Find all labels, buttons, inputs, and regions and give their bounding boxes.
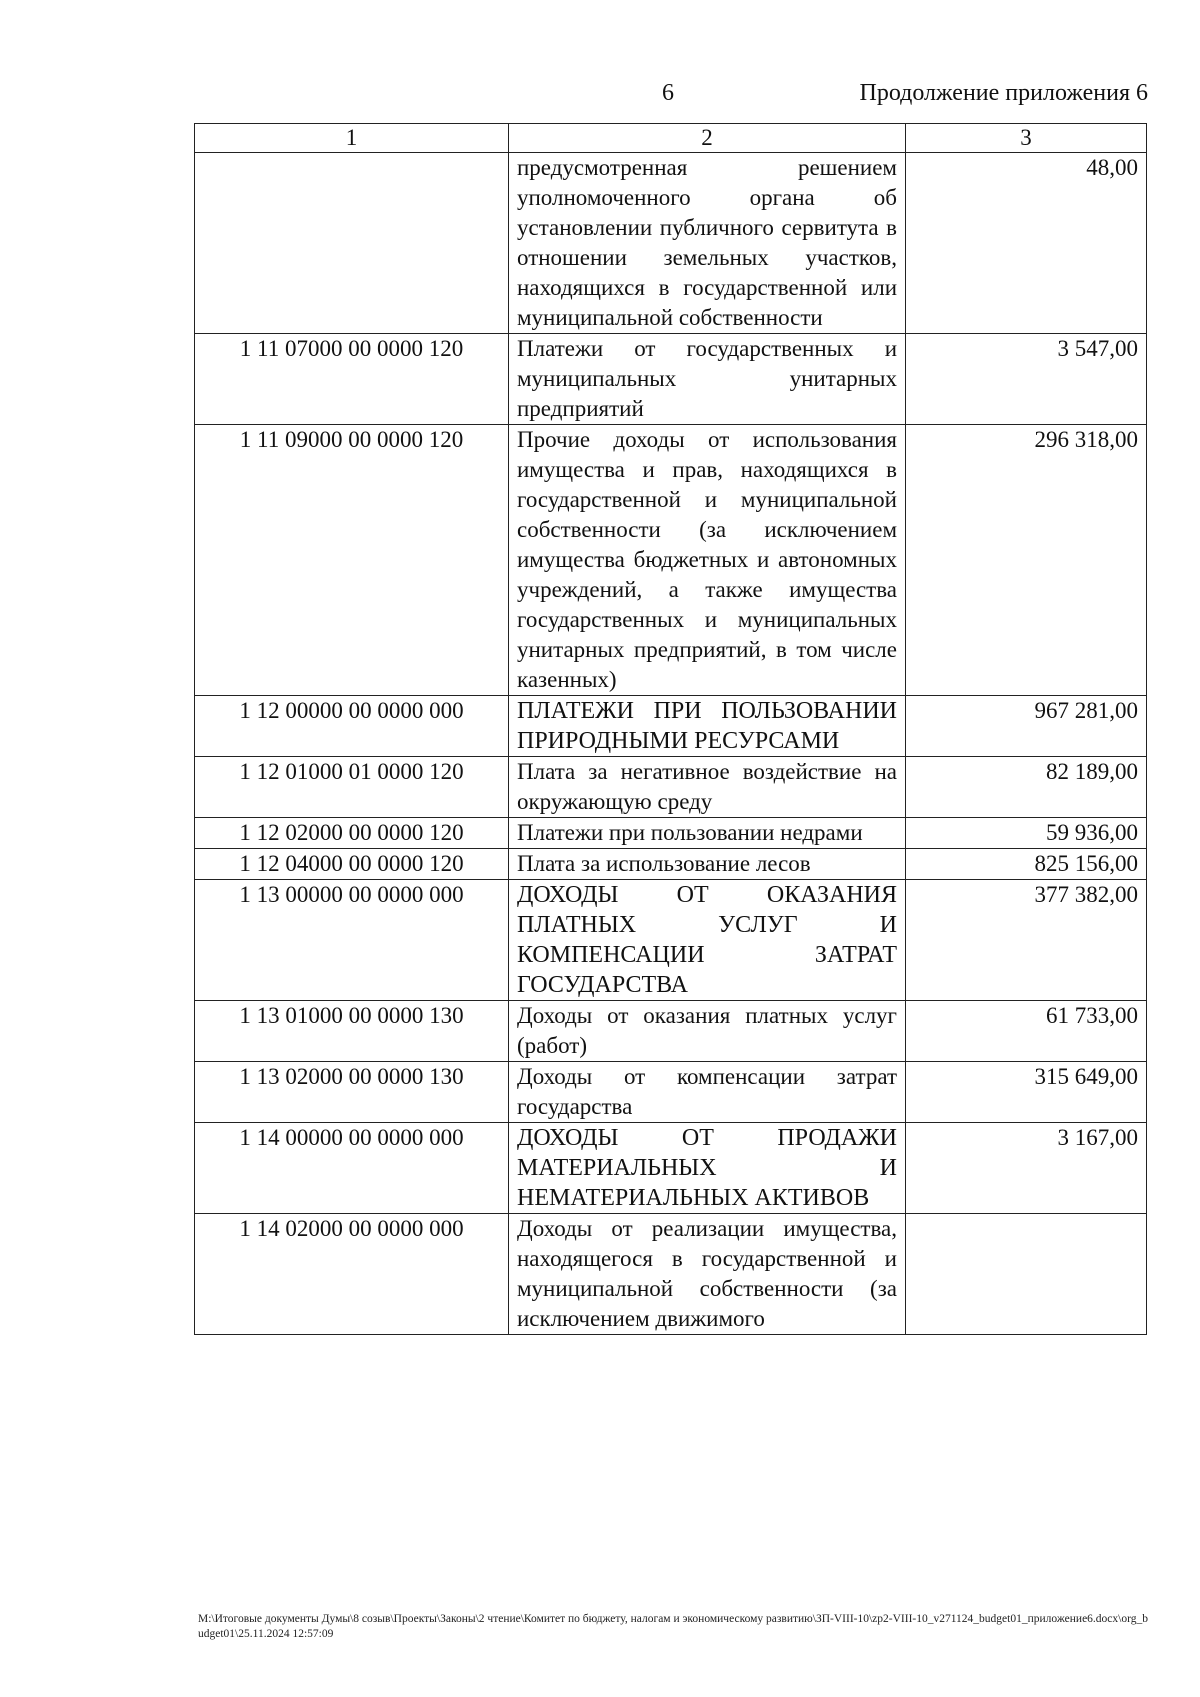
- row-code: 1 14 00000 00 0000 000: [195, 1123, 509, 1214]
- row-code: 1 12 04000 00 0000 120: [195, 849, 509, 880]
- row-name: Прочие доходы от использования имущества и прав, находящихся в государственной и муниципальной собственности (за исключением имущества бюджетных и автономных учреждений, а также имущества государственных и муниципальных унитарных предприятий, в том числе казенных): [509, 425, 906, 696]
- row-amount: 315 649,00: [906, 1062, 1147, 1123]
- table-row: [195, 757, 1147, 818]
- row-amount: 3 167,00: [906, 1123, 1147, 1214]
- row-amount: [906, 1214, 1147, 1335]
- row-amount: 3 547,00: [906, 334, 1147, 425]
- row-name: Доходы от оказания платных услуг (работ): [509, 1001, 906, 1062]
- row-code: 1 12 02000 00 0000 120: [195, 818, 509, 849]
- row-amount: 825 156,00: [906, 849, 1147, 880]
- continuation-title: Продолжение приложения 6: [859, 80, 1148, 106]
- table-row: [195, 1214, 1147, 1335]
- row-code: 1 13 02000 00 0000 130: [195, 1062, 509, 1123]
- file-path-footer: M:\Итоговые документы Думы\8 созыв\Проекты\Законы\2 чтение\Комитет по бюджету, налогам и экономическому развитию\ЗП-VIII-10\zp2-VIII-10_v271124_budget01_приложение6.docx\org_budget01\25.11.2024 12:57:09: [198, 1613, 1148, 1640]
- table-row: [195, 849, 1147, 880]
- table-row: [195, 696, 1147, 757]
- row-amount: 377 382,00: [906, 880, 1147, 1001]
- row-name: Платежи от государственных и муниципальных унитарных предприятий: [509, 334, 906, 425]
- row-amount: 48,00: [906, 153, 1147, 334]
- table-header-row: [195, 124, 1147, 153]
- row-amount: 59 936,00: [906, 818, 1147, 849]
- row-amount: 296 318,00: [906, 425, 1147, 696]
- table-row: [195, 425, 1147, 696]
- row-amount: 61 733,00: [906, 1001, 1147, 1062]
- row-name: предусмотренная решением уполномоченного органа об установлении публичного сервитута в отношении земельных участков, находящихся в государственной или муниципальной собственности: [509, 153, 906, 334]
- row-name: Доходы от компенсации затрат государства: [509, 1062, 906, 1123]
- row-name: ДОХОДЫ ОТ ОКАЗАНИЯ ПЛАТНЫХ УСЛУГ И КОМПЕНСАЦИИ ЗАТРАТ ГОСУДАРСТВА: [509, 880, 906, 1001]
- table-row: [195, 880, 1147, 1001]
- table-row: [195, 818, 1147, 849]
- row-code: 1 14 02000 00 0000 000: [195, 1214, 509, 1335]
- row-code: 1 12 00000 00 0000 000: [195, 696, 509, 757]
- row-code: 1 12 01000 01 0000 120: [195, 757, 509, 818]
- row-name: ДОХОДЫ ОТ ПРОДАЖИ МАТЕРИАЛЬНЫХ И НЕМАТЕРИАЛЬНЫХ АКТИВОВ: [509, 1123, 906, 1214]
- row-name: Доходы от реализации имущества, находящегося в государственной и муниципальной собственности (за исключением движимого: [509, 1214, 906, 1335]
- table-row: [195, 334, 1147, 425]
- row-name: Плата за использование лесов: [509, 849, 906, 880]
- row-code: 1 13 00000 00 0000 000: [195, 880, 509, 1001]
- row-amount: 82 189,00: [906, 757, 1147, 818]
- row-code: 1 11 09000 00 0000 120: [195, 425, 509, 696]
- row-code: [195, 153, 509, 334]
- row-name: Платежи при пользовании недрами: [509, 818, 906, 849]
- table-row: [195, 1123, 1147, 1214]
- column-header-code: 1: [195, 124, 509, 153]
- row-code: 1 13 01000 00 0000 130: [195, 1001, 509, 1062]
- table-row: [195, 1001, 1147, 1062]
- column-header-name: 2: [509, 124, 906, 153]
- page-number: 6: [662, 80, 674, 106]
- revenue-table: [194, 123, 1147, 1335]
- row-code: 1 11 07000 00 0000 120: [195, 334, 509, 425]
- table-row: [195, 1062, 1147, 1123]
- column-header-amount: 3: [906, 124, 1147, 153]
- table-row: [195, 153, 1147, 334]
- row-name: Плата за негативное воздействие на окружающую среду: [509, 757, 906, 818]
- row-name: ПЛАТЕЖИ ПРИ ПОЛЬЗОВАНИИ ПРИРОДНЫМИ РЕСУРСАМИ: [509, 696, 906, 757]
- row-amount: 967 281,00: [906, 696, 1147, 757]
